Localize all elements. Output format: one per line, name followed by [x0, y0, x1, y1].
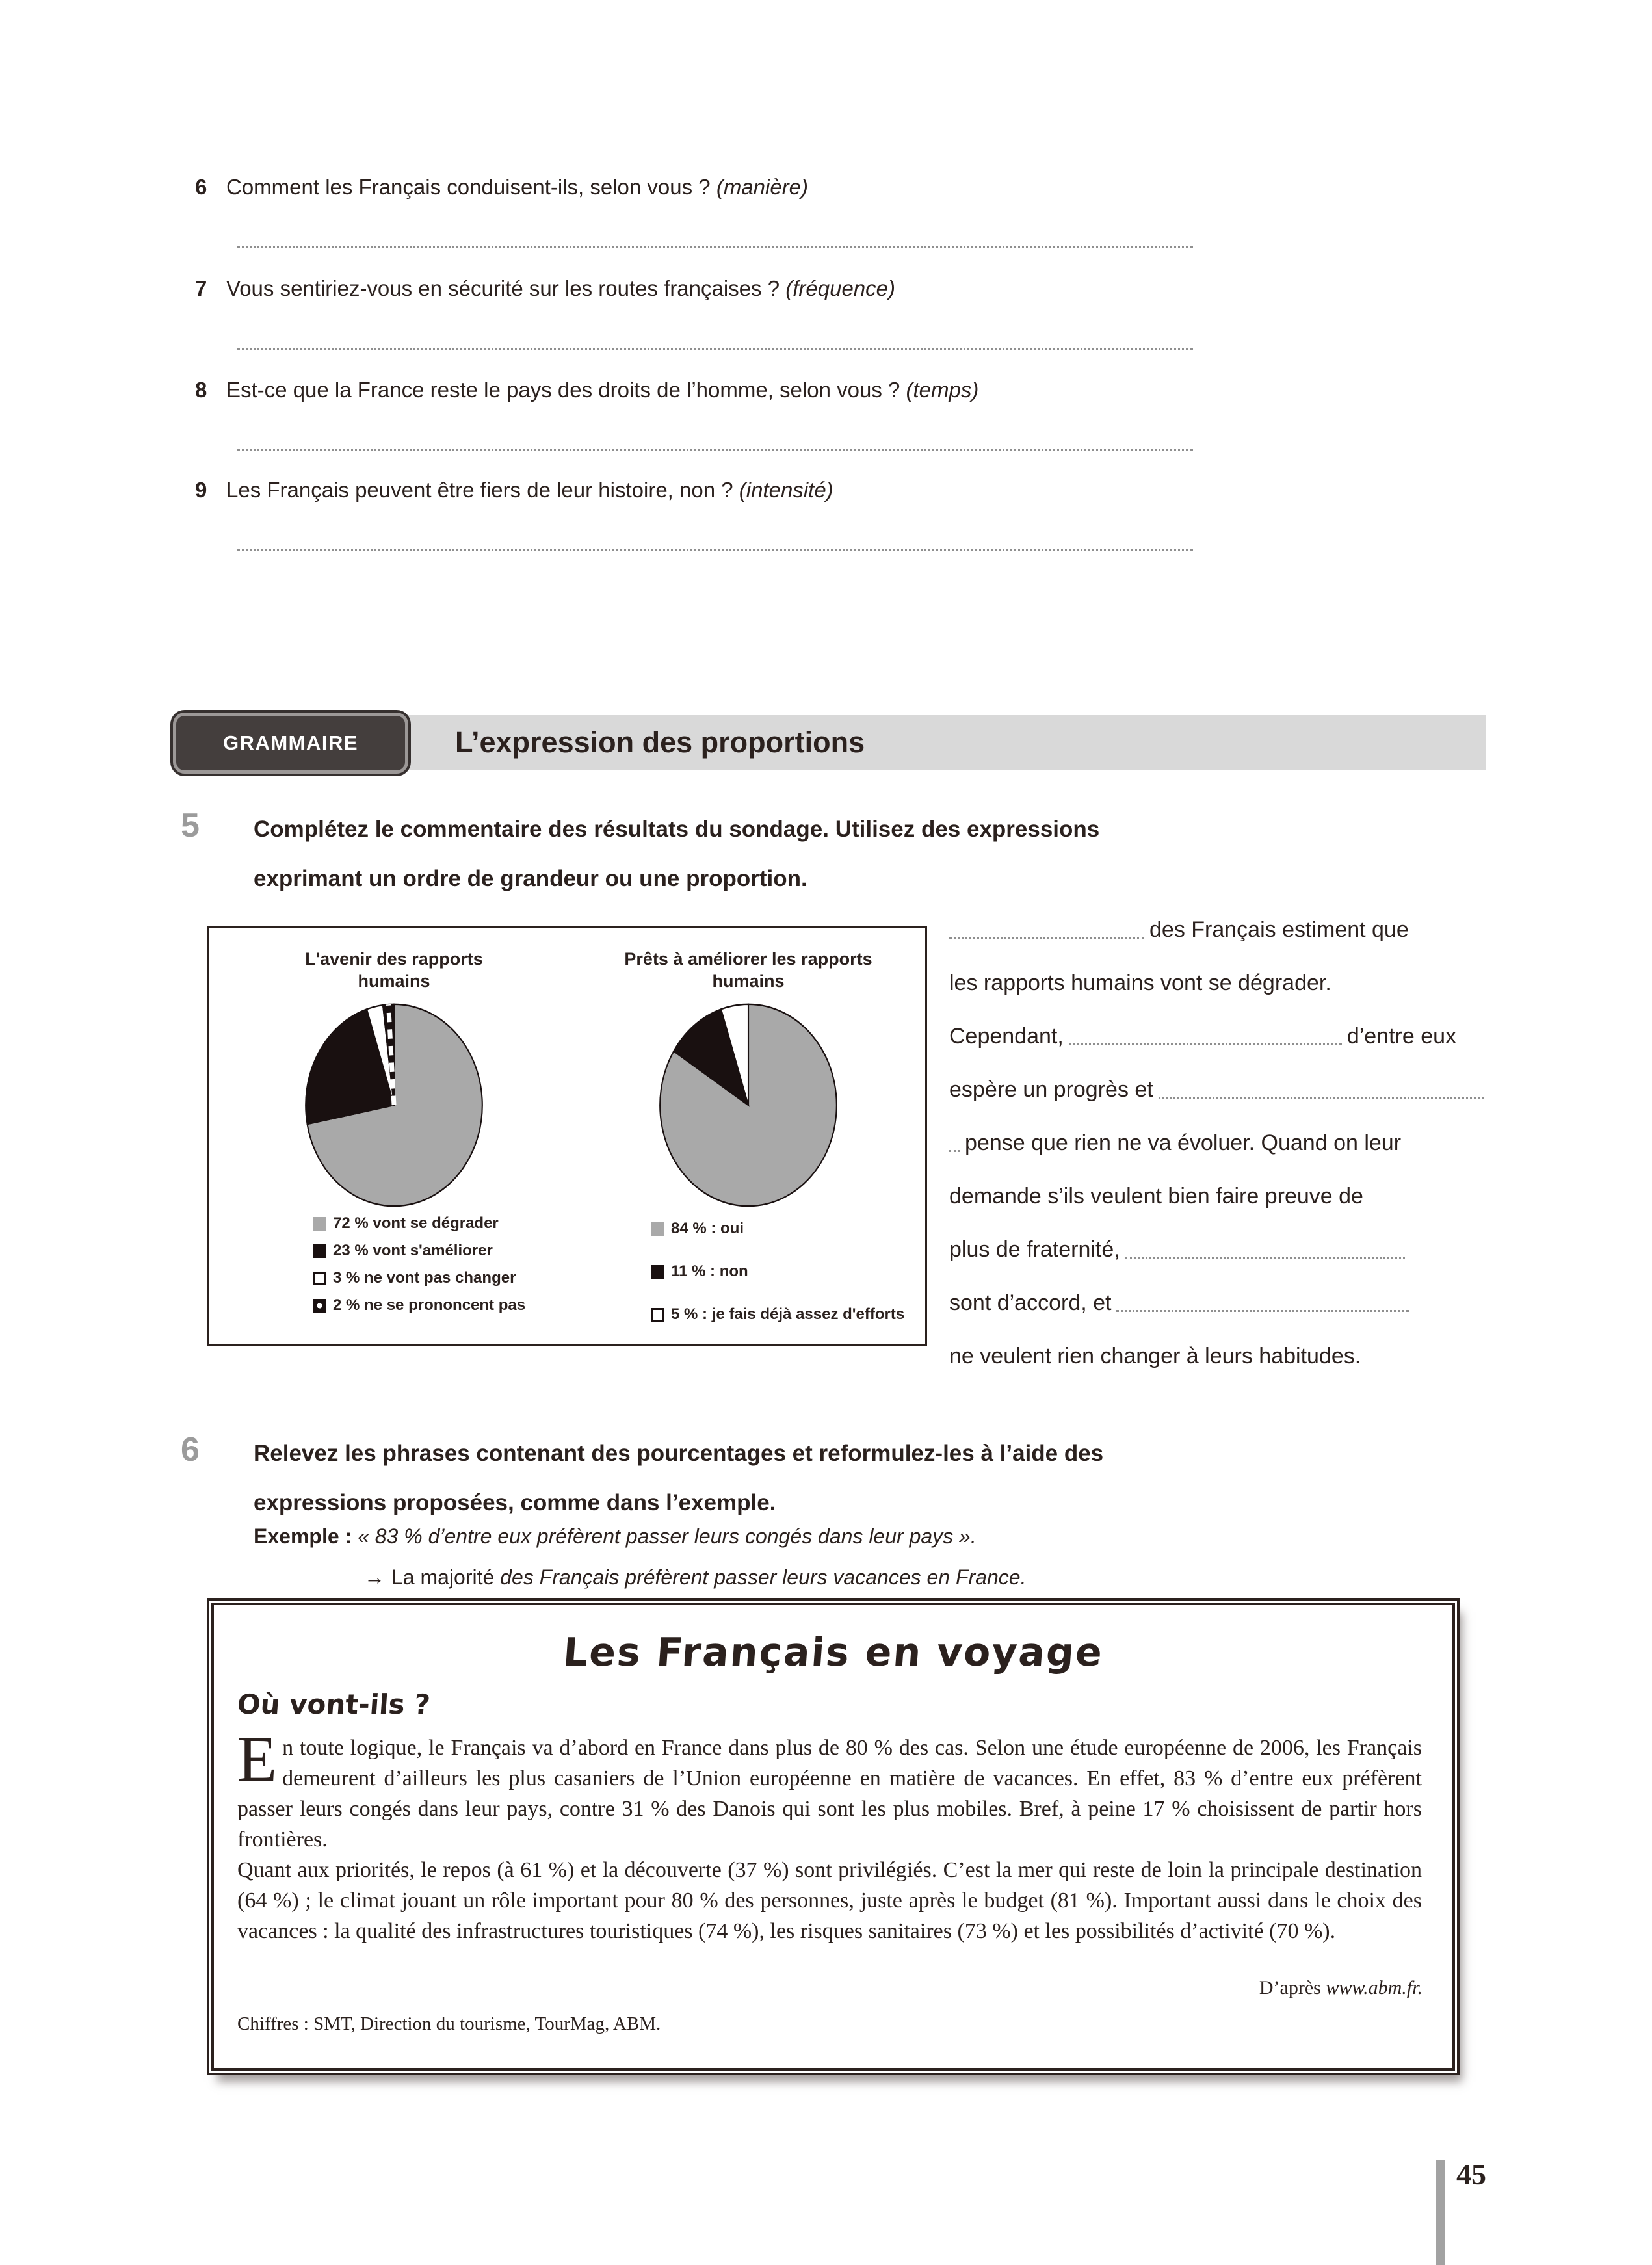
- question-hint: (fréquence): [785, 276, 896, 300]
- article-footnote: Chiffres : SMT, Direction du tourisme, TourMag, ABM.: [237, 2013, 661, 2034]
- legend-item: [651, 1220, 904, 1238]
- article-subtitle: Où vont-ils ?: [236, 1688, 432, 1720]
- legend-swatch-dotted: [313, 1299, 326, 1313]
- question-number: 9: [195, 478, 207, 502]
- fill-line-9: [949, 1316, 1515, 1369]
- fill-line-7: [949, 1209, 1515, 1263]
- pie-chart-title-right: Prêts à améliorer les rapports humains: [624, 949, 872, 991]
- fill-line-8: [949, 1263, 1515, 1316]
- exercise-6-instruction: [254, 1429, 1489, 1528]
- question-number: 7: [195, 276, 207, 300]
- blank-field: [1069, 1037, 1342, 1045]
- question-8: [195, 377, 1502, 403]
- legend-item: [651, 1263, 904, 1281]
- legend-item: [313, 1242, 525, 1260]
- answer-line: [237, 348, 1193, 350]
- fill-line-6: [949, 1156, 1515, 1209]
- question-number: 8: [195, 378, 207, 402]
- question-hint: (intensité): [739, 478, 833, 502]
- legend-item: [313, 1296, 525, 1315]
- fill-text: d’entre eux: [1346, 1024, 1457, 1049]
- question-hint: (temps): [906, 378, 979, 402]
- question-hint: (manière): [716, 175, 809, 199]
- credit-prefix: D’après: [1259, 1977, 1326, 1998]
- legend-swatch-white: [313, 1272, 326, 1285]
- fill-text: espère un progrès et: [949, 1077, 1153, 1102]
- legend-label: 72 % vont se dégrader: [333, 1214, 499, 1232]
- exemple-result-plain: La majorité: [391, 1565, 501, 1589]
- instruction-line: Relevez les phrases contenant des pourcentages et reformulez-les à l’aide des: [254, 1441, 1104, 1466]
- legend-swatch-gray: [651, 1222, 664, 1236]
- legend-left: [313, 1214, 525, 1315]
- credit-source: www.abm.fr.: [1326, 1977, 1423, 1998]
- fill-in-text: [949, 889, 1515, 1369]
- survey-chart-box: [207, 926, 927, 1346]
- article-body: [237, 1723, 1422, 1946]
- article-box: [207, 1598, 1460, 2075]
- question-text: Les Français peuvent être fiers de leur histoire, non ?: [226, 478, 739, 502]
- exemple-line: [254, 1525, 977, 1549]
- arrow-icon: →: [364, 1565, 385, 1589]
- paragraph-text: Quant aux priorités, le repos (à 61 %) et la découverte (37 %) sont privilégiés. C’est la mer qui reste de loin la principale destination (64 %) ; le climat jouant un rôle important pour 80 % des personnes, juste après le budget (81 %). Important aussi dans le choix des vacances : la qualité des infrastructures touristiques (74 %), les risques sanitaires (73 %) et les possibilités d’activité (70 %).: [237, 1858, 1422, 1943]
- fill-line-5: [949, 1103, 1515, 1156]
- grammaire-badge: [173, 713, 408, 774]
- article-title: Les Français en voyage: [561, 1630, 1105, 1675]
- answer-line: [237, 549, 1193, 551]
- legend-swatch-black: [313, 1244, 326, 1258]
- legend-item: [313, 1269, 525, 1287]
- legend-label: 3 % ne vont pas changer: [333, 1269, 516, 1287]
- question-number: 6: [195, 175, 207, 199]
- exemple-result-italic: des Français préfèrent passer leurs vacances en France.: [500, 1565, 1027, 1589]
- pie-chart-right: [657, 1001, 839, 1209]
- legend-label: 84 % : oui: [671, 1220, 744, 1237]
- blank-field: [1125, 1250, 1405, 1259]
- exercise-5-number: 5: [181, 807, 200, 844]
- fill-text: Cependant,: [949, 1024, 1064, 1049]
- blank-field: [1159, 1090, 1484, 1099]
- drop-cap: E: [237, 1723, 278, 1795]
- legend-swatch-gray: [313, 1217, 326, 1231]
- answer-line: [237, 246, 1193, 248]
- page-number: 45: [1456, 2158, 1486, 2191]
- fill-line-4: [949, 1049, 1515, 1103]
- fill-text: sont d’accord, et: [949, 1290, 1112, 1315]
- fill-text: les rapports humains vont se dégrader.: [949, 971, 1331, 995]
- exemple-quote: « 83 % d’entre eux préfèrent passer leurs congés dans leur pays ».: [352, 1525, 977, 1548]
- exemple-label: Exemple :: [254, 1525, 352, 1548]
- fill-line-1: [949, 889, 1515, 943]
- question-text: Comment les Français conduisent-ils, selon vous ?: [226, 175, 716, 199]
- legend-label: 5 % : je fais déjà assez d'efforts: [671, 1305, 905, 1323]
- page-number-bar: [1436, 2160, 1445, 2265]
- question-text: Est-ce que la France reste le pays des droits de l’homme, selon vous ?: [226, 378, 906, 402]
- pie-chart-title-left: L'avenir des rapports humains: [305, 949, 483, 991]
- pie-right-svg: [657, 1001, 839, 1209]
- fill-line-2: [949, 943, 1515, 996]
- exercise-6-number: 6: [181, 1431, 200, 1469]
- grammaire-section-title: L’expression des proportions: [455, 726, 865, 759]
- instruction-line: exprimant un ordre de grandeur ou une proportion.: [254, 866, 807, 891]
- exemple-result-line: [364, 1565, 1026, 1590]
- fill-text: demande s’ils veulent bien faire preuve de: [949, 1184, 1363, 1209]
- legend-swatch-black: [651, 1265, 664, 1279]
- legend-label: 11 % : non: [671, 1263, 748, 1280]
- question-7: [195, 276, 1502, 302]
- fill-text: plus de fraternité,: [949, 1237, 1120, 1262]
- pie-chart-left: [303, 1001, 485, 1209]
- legend-item: [651, 1305, 904, 1324]
- blank-field: [949, 930, 1144, 939]
- pie-left-svg: [303, 1001, 485, 1209]
- paragraph-text: n toute logique, le Français va d’abord en France dans plus de 80 % des cas. Selon une étude européenne de 2006, les Français demeurent d’ailleurs les plus casaniers de l’Union européenne en matière de vacances. En effet, 83 % d’entre eux préfèrent passer leurs congés dans leur pays, contre 31 % des Danois qui sont les plus mobiles. Bref, à peine 17 % choisissent de partir hors frontières.: [237, 1736, 1422, 1852]
- blank-field: [949, 1144, 960, 1152]
- instruction-line: Complétez le commentaire des résultats du sondage. Utilisez des expressions: [254, 817, 1100, 842]
- article-credit: [1259, 1977, 1423, 1999]
- legend-label: 23 % vont s'améliorer: [333, 1242, 493, 1259]
- legend-swatch-white: [651, 1308, 664, 1322]
- legend-item: [313, 1214, 525, 1233]
- article-paragraph-1: [237, 1723, 1422, 1855]
- instruction-line: expressions proposées, comme dans l’exemple.: [254, 1490, 776, 1515]
- fill-text: des Français estiment que: [1149, 917, 1409, 942]
- fill-line-3: [949, 996, 1515, 1049]
- question-text: Vous sentiriez-vous en sécurité sur les routes françaises ?: [226, 276, 786, 300]
- answer-line: [237, 449, 1193, 451]
- question-6: [195, 174, 1502, 200]
- question-9: [195, 477, 1502, 503]
- legend-right: [651, 1220, 904, 1324]
- grammaire-badge-label: GRAMMAIRE: [222, 731, 359, 754]
- legend-label: 2 % ne se prononcent pas: [333, 1296, 526, 1314]
- blank-field: [1116, 1303, 1409, 1312]
- article-paragraph-2: [237, 1855, 1422, 1946]
- fill-text: ne veulent rien changer à leurs habitudes.: [949, 1344, 1361, 1368]
- fill-text: pense que rien ne va évoluer. Quand on leur: [965, 1131, 1402, 1155]
